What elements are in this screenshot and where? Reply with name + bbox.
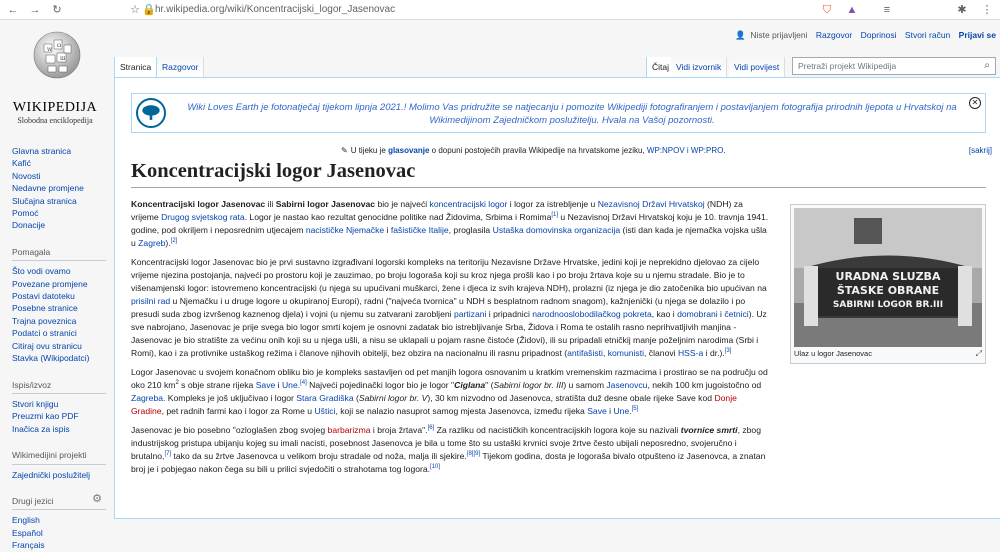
contributions-link[interactable]: Doprinosi	[860, 30, 897, 40]
sidebar-heading-projects: Wikimedijini projekti	[12, 449, 106, 464]
paragraph-2: Koncentracijski logor Jasenovac bio je prvi sustavno izgrađivani logorski kompleks na teritoriju Nezavisne Države Hrvatske, jedini koji je neprekidno djelovao za cijelo vrijeme njezina postojanja, najveći po prostoru koji je zauzimao, po broju logoraša koji su kroz njega prošli kao i po broju žrtava koje su u njemu stradale. Bio je to višenamjenski logor: istovremeno koncentracijski (u njega su upućivani muškarci, žene i djeca iz svih krajeva NDH), prolazni (iz njega je dio zatočenika bio upućivan na prisilni rad u Njemačku i u druge logore u okupiranoj Europi), radni ("najveća tvornica" u NDH s besplatnom radnom snagom), kažnjenički (u njega se dolazilo i po presudi suda zbog izvršenog kaznenog djela) i vojni (u njemu su zatvarani zarobljeni partizani i pripadnici narodnooslobodilačkog pokreta, kao i domobrani i četnici). Uz sve nabrojano, Jasenovac je prije svega bio logor smrti kojem je osnovni zadatak bio istrebljivanje Srba, Židova i Roma te ostalih rasno neprihvatljivih manjina - Jasenovac je bio stratište za većinu onih koji su u njega ušli, a nisu se uklapali u pojam rasne čistoće (Židovi), ili su pripadali etničkij manje poželjnim narodima (Srbi i Romi), kao i za protivnike ustaškog režima i članove njihovih obitelji, bez obzira na nacionalnu ili rasnu pripadnost (antifašisti, komunisti, članovi HSS-a i dr.).[3]	[131, 257, 767, 358]
user-icon: 👤	[735, 30, 746, 40]
paragraph-4: Jasenovac je bio posebno "ozloglašen zbog svojeg barbarizma i broja žrtava".[6] Za razliku od nacističkih koncentracijskih logora koje su nazivali tvornice smrti, zbog industrijskog pristupa ubijanju kojeg su imali nacisti, posebnost Jasenovca je bila u tome što su ustaški krvnici svoje žrtve često ubijali neposredno, svojeručno i brutalno,[7] tako da su žrtve Jasenovca u velikom broju stradale od noža, malja ili sjekire.[8][9] Tijekom godina, dosta je logoraša bivalo otpušteno iz Jasenovca, a znatan broj je i pobjegao nakon čega su bili u prilici svjedočiti o strahotama tog logora.[10]	[131, 425, 766, 474]
link-chetniks[interactable]: četnici	[724, 309, 749, 319]
voting-link[interactable]: glasovanje	[388, 146, 430, 155]
search-placeholder: Pretraži projekt Wikipedija	[798, 61, 897, 71]
link-sava[interactable]: Save	[255, 380, 276, 390]
sidebar-item-create-book[interactable]: Stvori knjigu	[12, 398, 59, 409]
sidebar-item-donations[interactable]: Donacije	[12, 220, 46, 231]
banner-text: Wiki Loves Earth je fotonatječaj tijekom lipnja 2021.! Molimo Vas pridružite se natjecanju i pomozite Wikipediji fotografiranjem i postavljanjem fotografija prirodnih ljepota u Hrvatskoj na Wikimedijinom Zajedničkom poslužitelju. Hvala na Vašoj pozornosti.	[187, 102, 957, 126]
link-donja-gradina[interactable]: Donje Gradine	[131, 393, 737, 416]
paragraph-1: Koncentracijski logor Jasenovac ili Sabirni logor Jasenovac bio je najveći koncentracijski logor i logor za istrebljenje u Nezavisnoj Državi Hrvatskoj (NDH) za vrijeme Drugog svjetskog rata. Logor je nastao kao rezultat genocidne politike nad Židovima, Srbima i Romima[1] u Nezavisnoj Državi Hrvatskoj koju je 10. travnja 1941. godine, pod okriljem i neposrednim utjecajem nacističke Njemačke i fašističke Italije, proglasila Ustaška domovinska organizacija (isti dan kada je njemačka vojska ušla u Zagreb).[2]	[131, 199, 769, 248]
thumbnail	[790, 204, 986, 364]
link-hss[interactable]: HSS-a	[677, 348, 704, 358]
more-icon[interactable]: ⋮	[981, 4, 993, 16]
not-logged-in: Niste prijavljeni	[750, 30, 808, 40]
sidebar-item-related-changes[interactable]: Povezane promjene	[12, 278, 88, 289]
tab-talk[interactable]: Razgovor	[157, 57, 204, 77]
link-una-2[interactable]: Une	[613, 406, 630, 416]
link-ustasha[interactable]: Ustaška domovinska organizacija	[492, 225, 621, 235]
thumbnail-caption: Ulaz u logor Jasenovac ⤢	[794, 349, 982, 358]
browser-address-bar	[0, 0, 1000, 20]
link-zagreb-2[interactable]: Zagreba	[131, 393, 164, 403]
sidebar-item-cafe[interactable]: Kafić	[12, 158, 31, 169]
sidebar-item-upload-file[interactable]: Postavi datoteku	[12, 291, 75, 302]
ref-8-9[interactable]: [8][9]	[466, 451, 481, 458]
wikipedia-logo[interactable]	[0, 20, 110, 132]
ref-3[interactable]: [3]	[724, 348, 732, 355]
link-communists[interactable]: komunisti	[607, 348, 645, 358]
hide-notice-link[interactable]: [sakrij]	[968, 146, 992, 155]
ref-7[interactable]: [7]	[164, 451, 172, 458]
ballot-icon: ✎	[341, 146, 348, 155]
link-barbarism[interactable]: barbarizma	[327, 425, 371, 435]
link-ustica[interactable]: Uštici	[314, 406, 336, 416]
ref-1[interactable]: [1]	[551, 212, 559, 219]
jasenovac-entrance-photo[interactable]	[794, 208, 982, 347]
reload-icon[interactable]: ↻	[52, 4, 62, 16]
tab-view-history[interactable]: Vidi povijest	[729, 57, 785, 77]
page-title: Koncentracijski logor Jasenovac	[131, 160, 986, 188]
link-fascist-italy[interactable]: fašističke Italije	[390, 225, 449, 235]
svg-text:W: W	[47, 47, 53, 53]
sidebar-item-what-links-here[interactable]: Što vodi ovamo	[12, 266, 71, 277]
wiki-loves-earth-icon	[136, 98, 166, 128]
logo-wordmark: WIKIPEDIJA	[12, 100, 98, 115]
log-in-link[interactable]: Prijavi se	[958, 30, 996, 40]
content-area	[114, 77, 1000, 519]
link-ww2[interactable]: Drugog svjetskog rata	[161, 212, 245, 222]
sidebar-heading-print: Ispis/izvoz	[12, 379, 106, 394]
sidebar-item-lang-french[interactable]: Français	[12, 540, 45, 551]
sidebar-heading-tools: Pomagala	[12, 246, 106, 261]
tab-page[interactable]: Stranica	[114, 57, 157, 77]
sign-line-3: SABIRNI LOGOR BR.III	[832, 300, 944, 310]
link-stara-gradiska[interactable]: Stara Gradiška	[296, 393, 354, 403]
article-body	[131, 198, 771, 482]
ref-10[interactable]: [10]	[430, 464, 441, 471]
ref-6[interactable]: [6]	[427, 425, 435, 432]
forward-icon[interactable]: →	[29, 4, 41, 16]
sidebar-item-lang-english[interactable]: English	[12, 515, 40, 526]
extensions-icon[interactable]: ✱	[957, 4, 967, 16]
sidebar-item-random-page[interactable]: Slučajna stranica	[12, 195, 77, 206]
talk-link[interactable]: Razgovor	[815, 30, 853, 40]
enlarge-icon[interactable]: ⤢	[975, 349, 982, 358]
sidebar-item-cite-page[interactable]: Citiraj ovu stranicu	[12, 340, 82, 351]
link-jasenovac[interactable]: Jasenovcu	[606, 380, 648, 390]
link-nazi-germany[interactable]: nacističke Njemačke	[305, 225, 385, 235]
policy-links[interactable]: WP:NPOV i WP:PRO	[646, 146, 724, 155]
back-icon[interactable]: ←	[7, 4, 19, 16]
sidebar-item-download-pdf[interactable]: Preuzmi kao PDF	[12, 411, 79, 422]
sidebar-item-news[interactable]: Novosti	[12, 170, 41, 181]
svg-text:Ω: Ω	[57, 43, 62, 49]
ref-5[interactable]: [5]	[631, 406, 639, 413]
create-account-link[interactable]: Stvori račun	[904, 30, 951, 40]
link-domobrani[interactable]: domobrani	[677, 309, 718, 319]
rewards-icon[interactable]: ▲	[846, 4, 858, 16]
sidebar-item-main-page[interactable]: Glavna stranica	[12, 146, 72, 156]
link-concentration-camp[interactable]: koncentracijski logor	[429, 199, 508, 209]
sidebar-item-commons[interactable]: Zajednički poslužitelj	[12, 469, 90, 480]
sidebar-item-page-info[interactable]: Podatci o stranici	[12, 328, 77, 339]
sidebar-item-special-pages[interactable]: Posebne stranice	[12, 303, 78, 314]
link-sava-2[interactable]: Save	[587, 406, 607, 416]
sidebar-item-recent-changes[interactable]: Nedavne promjene	[12, 183, 84, 194]
sidebar-item-help[interactable]: Pomoć	[12, 208, 39, 219]
menu-icon[interactable]: ≡	[883, 4, 891, 16]
svg-text:Ш: Ш	[60, 56, 66, 62]
link-forced-labour[interactable]: prisilni rad	[131, 296, 171, 306]
wikipedia-globe-icon	[32, 26, 82, 80]
languages-heading-label: Drugi jezici	[12, 495, 54, 506]
search-icon[interactable]: ⌕	[984, 60, 990, 71]
sidebar	[12, 145, 112, 552]
link-ndh[interactable]: Nezavisnoj Državi Hrvatskoj	[597, 199, 705, 209]
gear-icon[interactable]: ⚙	[92, 492, 102, 505]
search-input[interactable]	[792, 57, 996, 75]
sidebar-item-printable-version[interactable]: Inačica za ispis	[12, 423, 70, 434]
tab-view-source[interactable]: Vidi izvornik	[671, 57, 727, 77]
sign-line-2: ŠTASKE OBRANE	[836, 284, 940, 297]
close-icon[interactable]: ✕	[969, 97, 981, 109]
voting-notice: ✎ U tijeku je glasovanje o dopuni postojećih pravila Wikipedije na hrvatskome jeziku, WP:NPOV i WP:PRO.	[341, 146, 726, 155]
brave-shield-icon[interactable]: ⛉	[822, 4, 832, 16]
personal-tools	[729, 30, 996, 41]
lock-icon: 🔒	[142, 4, 156, 16]
ref-2[interactable]: [2]	[170, 238, 178, 245]
link-zagreb[interactable]: Zagreb	[138, 238, 166, 248]
sidebar-item-permanent-link[interactable]: Trajna poveznica	[12, 315, 77, 326]
logo-tagline: Slobodna enciklopedija	[17, 116, 93, 125]
sidebar-item-wikidata-item[interactable]: Stavka (Wikipodatci)	[12, 353, 90, 364]
sidebar-item-lang-spanish[interactable]: Español	[12, 527, 43, 538]
sidebar-heading-languages	[12, 492, 106, 510]
link-partisans[interactable]: partizani	[453, 309, 487, 319]
link-nob[interactable]: narodnooslobodilačkog pokreta	[532, 309, 652, 319]
site-notice-banner	[131, 93, 986, 133]
sign-line-1: URADNA SLUZBA	[835, 270, 941, 283]
link-antifascists[interactable]: antifašisti	[567, 348, 603, 358]
tab-read[interactable]: Čitaj	[646, 57, 675, 77]
url-field[interactable]: hr.wikipedia.org/wiki/Koncentracijski_logor_Jasenovac	[155, 4, 396, 15]
link-una[interactable]: Une	[281, 380, 298, 390]
paragraph-3: Logor Jasenovac u svojem konačnom obliku bio je kompleks sastavljen od pet manjih logora osnovanim u kratkim vremenskim razmacima i prostirao se na području od oko 210 $km^2$ s obje strane rijeka Save i Une.[4] Najveći pojedinački logor bio je logor "Ciglana" (Sabirni logor br. III) u samom Jasenovcu, nekih 100 km jugoistočno od Zagreba. Kompleks je još uključivao i logor Stara Gradiška (Sabirni logor br. V), 30 km nizvodno od Jasenovca, stratišta duž desne obale rijeke Save kod Donje Gradine, pet radnih farmi kao i logor za Rome u Uštici, koji se nalazio nasuprot samog mjesta Jasenovca, između rijeka Save i Une.[5]	[131, 367, 768, 416]
ref-4[interactable]: [4]	[300, 380, 307, 387]
sidebar-navigation	[12, 145, 112, 232]
bookmark-icon[interactable]: ☆	[130, 4, 140, 16]
